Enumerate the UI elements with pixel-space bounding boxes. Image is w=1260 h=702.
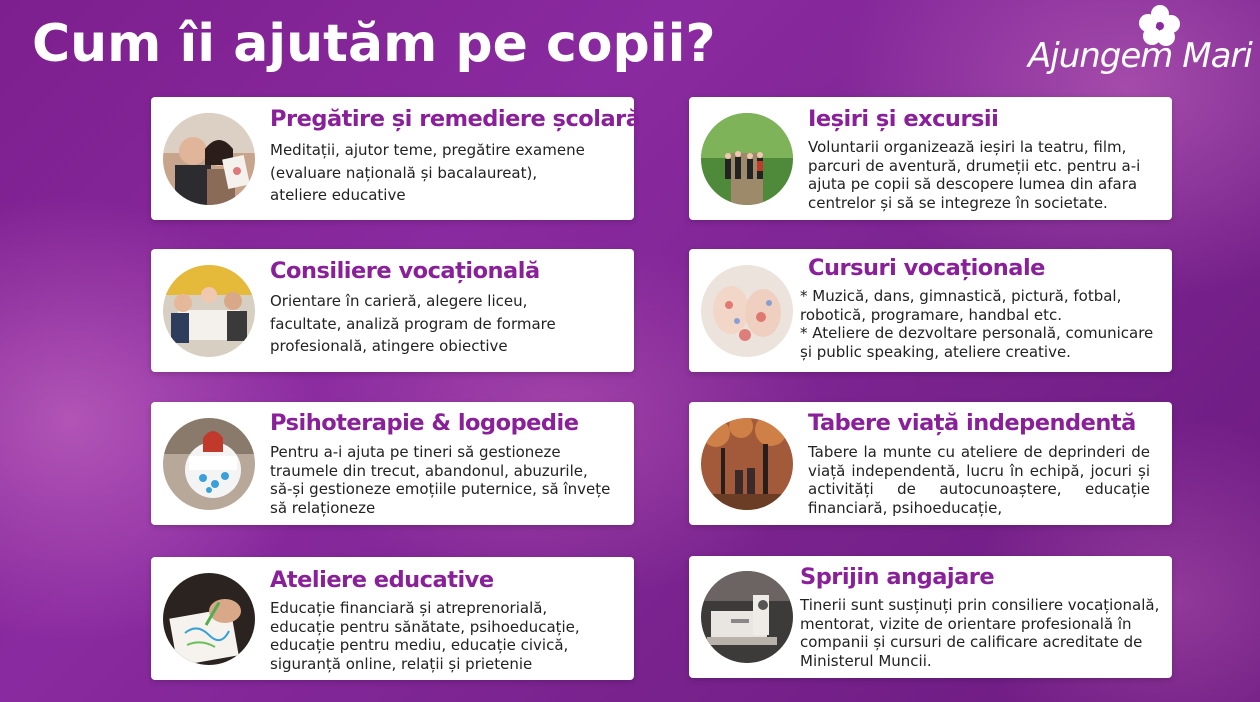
ajungem-mari-logo xyxy=(1028,4,1253,90)
card-ateliere xyxy=(151,557,634,680)
page-title: Cum îi ajutăm pe copii? xyxy=(32,14,716,74)
photo-autumn-forest-group xyxy=(701,418,793,510)
card-title: Ateliere educative xyxy=(270,567,494,593)
card-description: * Muzică, dans, gimnastică, pictură, fotbal, robotică, programare, handbal etc. * Ateliere de dezvoltare personală, comunicare și public speaking, ateliere creative. xyxy=(800,287,1154,361)
card-title: Consiliere vocațională xyxy=(270,258,540,284)
photo-sewing-machine xyxy=(701,571,793,663)
photo-group-at-table xyxy=(163,265,255,357)
photo-two-adults-smiling xyxy=(163,113,255,205)
photo-group-hiking-forest xyxy=(701,113,793,205)
photo-child-drawing xyxy=(163,573,255,665)
card-title: Pregătire și remediere școlară xyxy=(270,106,641,132)
card-description: Orientare în carieră, alegere liceu, facultate, analiză program de formare profesională, atingere obiective xyxy=(270,292,556,355)
card-title: Ieșiri și excursii xyxy=(808,106,999,132)
card-sprijin xyxy=(689,556,1172,678)
card-description: Pentru a-i ajuta pe tineri să gestioneze traumele din trecut, abandonul, abuzurile, să-și gestioneze emoțiile puternice, să învețe să relaționeze xyxy=(270,443,611,517)
card-pregatire xyxy=(151,97,641,220)
card-iesiri xyxy=(689,97,1172,220)
card-consiliere xyxy=(151,249,634,372)
card-title: Cursuri vocaționale xyxy=(808,255,1045,281)
card-tabere xyxy=(689,402,1172,525)
card-cursuri xyxy=(689,249,1172,372)
logo-text: Ajungem Mari xyxy=(1028,36,1252,76)
card-description: Tinerii sunt susținuți prin consiliere vocațională, mentorat, vizite de orientare profesională în companii și cursuri de calificare acreditate de Ministerul Muncii. xyxy=(800,596,1160,670)
card-psihoterapie xyxy=(151,402,634,525)
card-description: Tabere la munte cu ateliere de deprinderi de viață independentă, lucru în echipă, jocuri și activități de autocunoaștere, educație financiară, psihoeducație, xyxy=(808,443,1150,517)
photo-painted-hands xyxy=(701,265,793,357)
photo-game-box xyxy=(163,418,255,510)
card-description: Educație financiară și atreprenorială, educație pentru sănătate, psihoeducație, educație pentru mediu, educație civică, siguranță online, relații și prietenie xyxy=(270,599,580,673)
card-title: Psihoterapie & logopedie xyxy=(270,410,579,436)
card-description: Voluntarii organizează ieșiri la teatru, film, parcuri de aventură, drumeții etc. pentru a-i ajuta pe copii să descopere lumea din afara centrelor și să se integreze în societate. xyxy=(808,138,1141,212)
card-title: Tabere viață independentă xyxy=(808,410,1136,436)
card-title: Sprijin angajare xyxy=(800,564,995,590)
card-description: Meditații, ajutor teme, pregătire examene (evaluare națională și bacalaureat), ateliere educative xyxy=(270,141,585,204)
